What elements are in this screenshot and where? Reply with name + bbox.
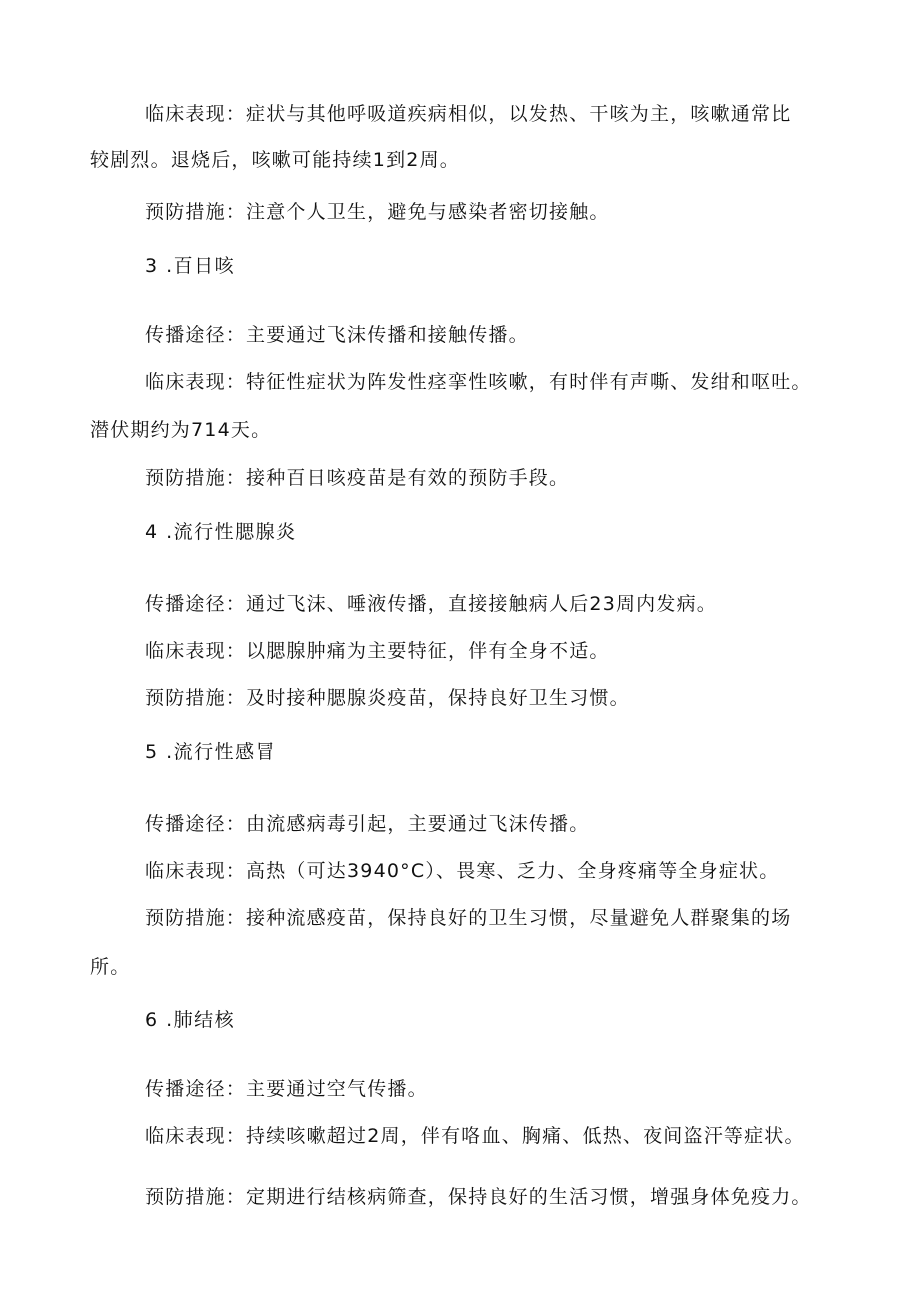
paragraph-line: 预防措施：接种流感疫苗，保持良好的卫生习惯，尽量避免人群聚集的场	[145, 907, 792, 929]
paragraph-line: 临床表现：高热（可达3940°C）、畏寒、乏力、全身疼痛等全身症状。	[145, 860, 780, 882]
section-heading: 3 .百日咳	[145, 255, 236, 277]
section-heading: 5 .流行性感冒	[145, 741, 277, 763]
paragraph-line: 潜伏期约为714天。	[90, 419, 272, 441]
paragraph-line: 较剧烈。退烧后，咳嗽可能持续1到2周。	[90, 149, 460, 171]
section-heading: 6 .肺结核	[145, 1009, 236, 1031]
paragraph-line: 传播途径：通过飞沫、唾液传播，直接接触病人后23周内发病。	[145, 593, 717, 615]
paragraph-line: 预防措施：定期进行结核病筛查，保持良好的生活习惯，增强身体免疫力。	[145, 1186, 812, 1208]
paragraph-line: 传播途径：主要通过空气传播。	[145, 1078, 428, 1100]
paragraph-line: 所。	[90, 956, 131, 978]
paragraph-line: 传播途径：由流感病毒引起，主要通过飞沫传播。	[145, 813, 590, 835]
section-heading: 4 .流行性腮腺炎	[145, 521, 297, 543]
paragraph-line: 预防措施：及时接种腮腺炎疫苗，保持良好卫生习惯。	[145, 687, 630, 709]
paragraph-line: 临床表现：症状与其他呼吸道疾病相似，以发热、干咳为主，咳嗽通常比	[145, 103, 792, 125]
paragraph-line: 预防措施：注意个人卫生，避免与感染者密切接触。	[145, 201, 610, 223]
paragraph-line: 临床表现：以腮腺肿痛为主要特征，伴有全身不适。	[145, 640, 610, 662]
paragraph-line: 传播途径：主要通过飞沫传播和接触传播。	[145, 324, 529, 346]
paragraph-line: 预防措施：接种百日咳疫苗是有效的预防手段。	[145, 467, 570, 489]
paragraph-line: 临床表现：特征性症状为阵发性痉挛性咳嗽，有时伴有声嘶、发绀和呕吐。	[145, 371, 812, 393]
paragraph-line: 临床表现：持续咳嗽超过2周，伴有咯血、胸痛、低热、夜间盗汗等症状。	[145, 1125, 805, 1147]
